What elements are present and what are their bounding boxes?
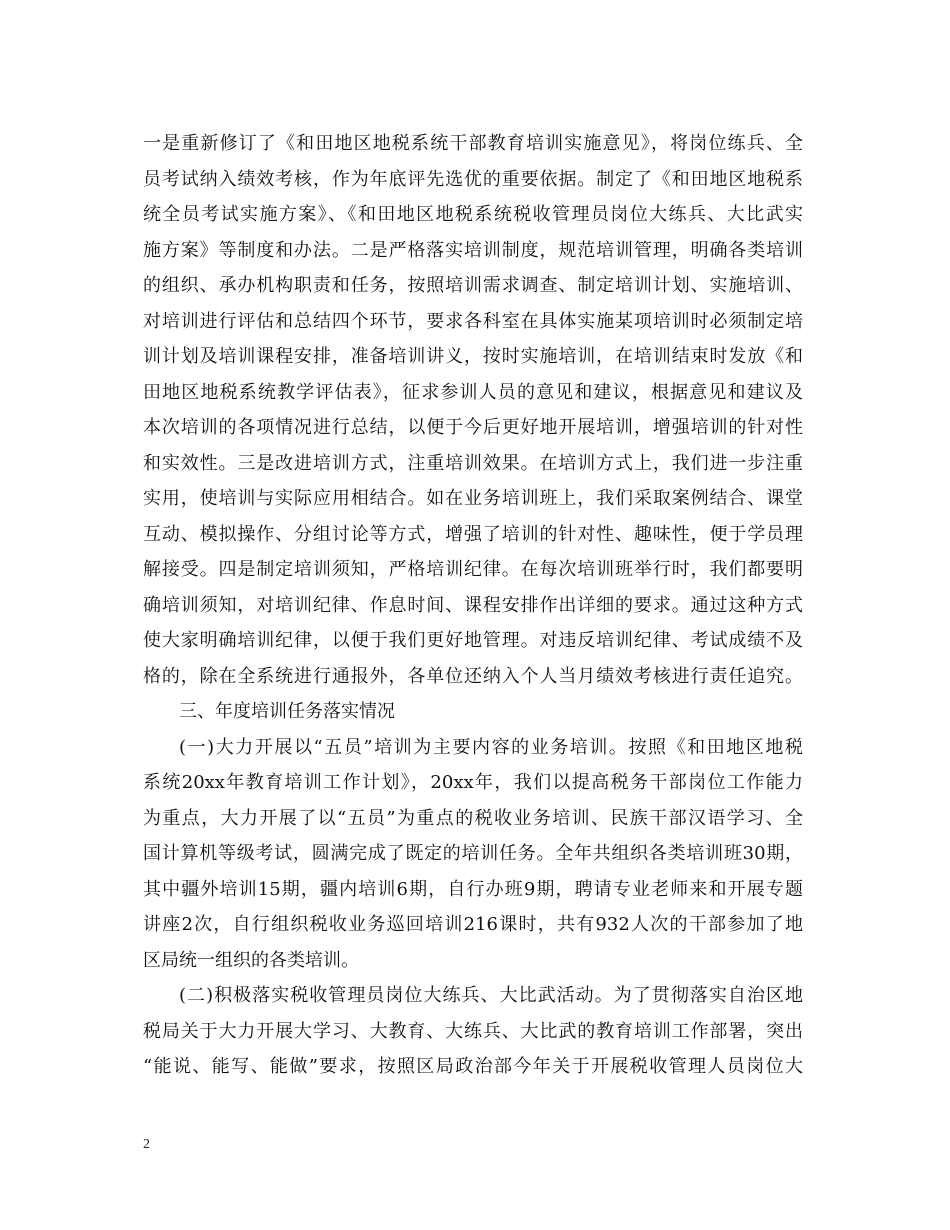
page-number: 2 [143, 1137, 150, 1152]
text-line: 使大家明确培训纪律，以便于我们更好地管理。对违反培训纪律、考试成绩不及 [143, 630, 803, 651]
text-line: 实用，使培训与实际应用相结合。如在业务培训班上，我们采取案例结合、课堂 [143, 488, 803, 509]
section-heading: 三、年度培训任务落实情况 [179, 701, 395, 722]
text-line: 对培训进行评估和总结四个环节，要求各科室在具体实施某项培训时必须制定培 [143, 310, 803, 332]
body-text [143, 126, 803, 1085]
text-line: 讲座2次，自行组织税收业务巡回培训216课时，共有932人次的干部参加了地 [143, 914, 803, 935]
text-line: 其中疆外培训15期，疆内培训6期，自行办班9期，聘请专业老师来和开展专题 [143, 878, 803, 900]
text-line: 的组织、承办机构职责和任务，按照培训需求调查、制定培训计划、实施培训、 [143, 275, 803, 296]
text-line: 税局关于大力开展大学习、大教育、大练兵、大比武的教育培训工作部署，突出 [143, 1020, 803, 1042]
text-line: 一是重新修订了《和田地区地税系统干部教育培训实施意见》，将岗位练兵、全 [143, 133, 803, 154]
text-line: 国计算机等级考试，圆满完成了既定的培训任务。全年共组织各类培训班30期， [143, 843, 803, 864]
text-line: 确培训须知，对培训纪律、作息时间、课程安排作出详细的要求。通过这种方式 [143, 594, 803, 616]
text-line: “能说、能写、能做”要求，按照区局政治部今年关于开展税收管理人员岗位大 [143, 1056, 803, 1077]
text-line: 本次培训的各项情况进行总结，以便于今后更好地开展培训，增强培训的针对性 [143, 417, 803, 438]
text-line: 田地区地税系统教学评估表》，征求参训人员的意见和建议，根据意见和建议及 [143, 381, 803, 403]
text-line: 解接受。四是制定培训须知，严格培训纪律。在每次培训班举行时，我们都要明 [143, 559, 803, 580]
text-line: 施方案》等制度和办法。二是严格落实培训制度，规范培训管理，明确各类培训 [143, 239, 803, 261]
text-line: 区局统一组织的各类培训。 [143, 949, 359, 971]
text-line: 员考试纳入绩效考核，作为年底评先选优的重要依据。制定了《和田地区地税系 [143, 168, 803, 190]
text-line: 系统20xx年教育培训工作计划》，20xx年，我们以提高税务干部岗位工作能力 [143, 772, 803, 793]
text-line: 为重点，大力开展了以“五员”为重点的税收业务培训、民族干部汉语学习、全 [143, 807, 803, 829]
text-line: 格的，除在全系统进行通报外，各单位还纳入个人当月绩效考核进行责任追究。 [143, 665, 803, 687]
text-line: (二)积极落实税收管理员岗位大练兵、大比武活动。为了贯彻落实自治区地 [179, 985, 803, 1006]
text-line: (一)大力开展以“五员”培训为主要内容的业务培训。按照《和田地区地税 [179, 736, 803, 758]
text-line: 和实效性。三是改进培训方式，注重培训效果。在培训方式上，我们进一步注重 [143, 452, 803, 474]
text-line: 统全员考试实施方案》、《和田地区地税系统税收管理员岗位大练兵、大比武实 [143, 204, 803, 225]
text-line: 互动、模拟操作、分组讨论等方式，增强了培训的针对性、趣味性，便于学员理 [143, 523, 803, 545]
text-line: 训计划及培训课程安排，准备培训讲义，按时实施培训，在培训结束时发放《和 [143, 346, 803, 367]
